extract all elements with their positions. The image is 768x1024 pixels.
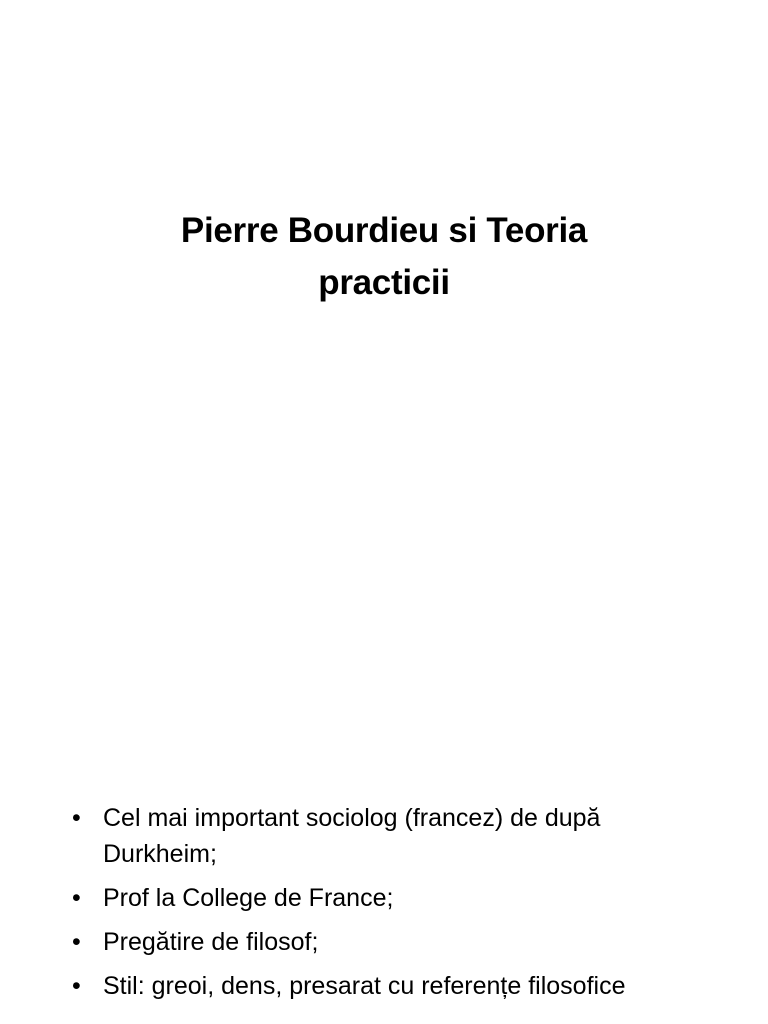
bullet-item xyxy=(72,968,712,1004)
bullet-dot-icon: • xyxy=(72,972,81,1000)
bullet-text: Cel mai important sociolog (francez) de după Durkheim; xyxy=(103,804,601,868)
bullet-text: Pregătire de filosof; xyxy=(103,928,319,956)
bullet-list xyxy=(72,800,712,1012)
bullet-dot-icon: • xyxy=(72,884,81,912)
bullet-dot-icon: • xyxy=(72,804,81,832)
bullet-text: Prof la College de France; xyxy=(103,884,394,912)
bullet-dot-icon: • xyxy=(72,928,81,956)
bullet-text: Stil: greoi, dens, presarat cu referențe filosofice xyxy=(103,972,626,1000)
bullet-item xyxy=(72,924,712,960)
slide-title: Pierre Bourdieu si Teoria practicii xyxy=(180,211,588,302)
bullet-item xyxy=(72,880,712,916)
bullet-item xyxy=(72,800,712,872)
